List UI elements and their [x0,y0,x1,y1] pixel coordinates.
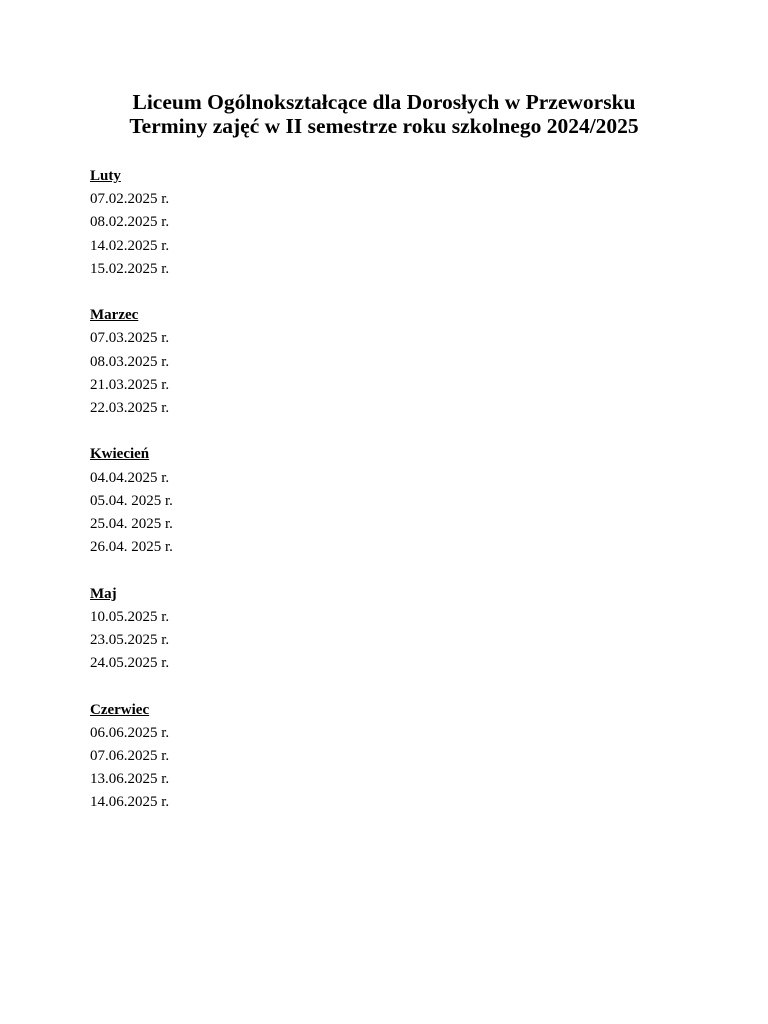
date-item: 04.04.2025 r. [90,469,170,486]
date-item: 05.04. 2025 r. [90,492,173,509]
date-item: 14.02.2025 r. [90,237,170,254]
month-heading: Maj [90,585,117,602]
date-item: 24.05.2025 r. [90,655,170,672]
date-item: 22.03.2025 r. [90,400,170,417]
month-section-kwiecien [90,443,173,559]
date-item: 07.02.2025 r. [90,191,170,208]
page-title [0,91,768,138]
date-item: 08.02.2025 r. [90,214,170,231]
title-schedule-subtitle: Terminy zajęć w II semestrze roku szkolnego 2024/2025 [129,113,639,138]
date-item: 10.05.2025 r. [90,608,170,625]
month-section-luty [90,165,173,281]
month-section-czerwiec [90,699,173,815]
date-item: 14.06.2025 r. [90,794,170,811]
date-item: 07.03.2025 r. [90,330,170,347]
date-item: 08.03.2025 r. [90,353,170,370]
date-item: 13.06.2025 r. [90,771,170,788]
month-heading: Czerwiec [90,701,150,718]
date-item: 23.05.2025 r. [90,632,170,649]
month-heading: Kwiecień [90,446,150,463]
title-school-name: Liceum Ogólnokształcące dla Dorosłych w Przeworsku [132,90,636,114]
date-item: 15.02.2025 r. [90,260,170,277]
date-item: 06.06.2025 r. [90,724,170,741]
month-section-maj [90,583,173,676]
month-section-marzec [90,304,173,420]
date-item: 25.04. 2025 r. [90,516,173,533]
schedule-list [90,165,173,838]
date-item: 21.03.2025 r. [90,376,170,393]
date-item: 07.06.2025 r. [90,748,170,765]
date-item: 26.04. 2025 r. [90,539,173,556]
month-heading: Marzec [90,307,139,324]
month-heading: Luty [90,168,121,184]
